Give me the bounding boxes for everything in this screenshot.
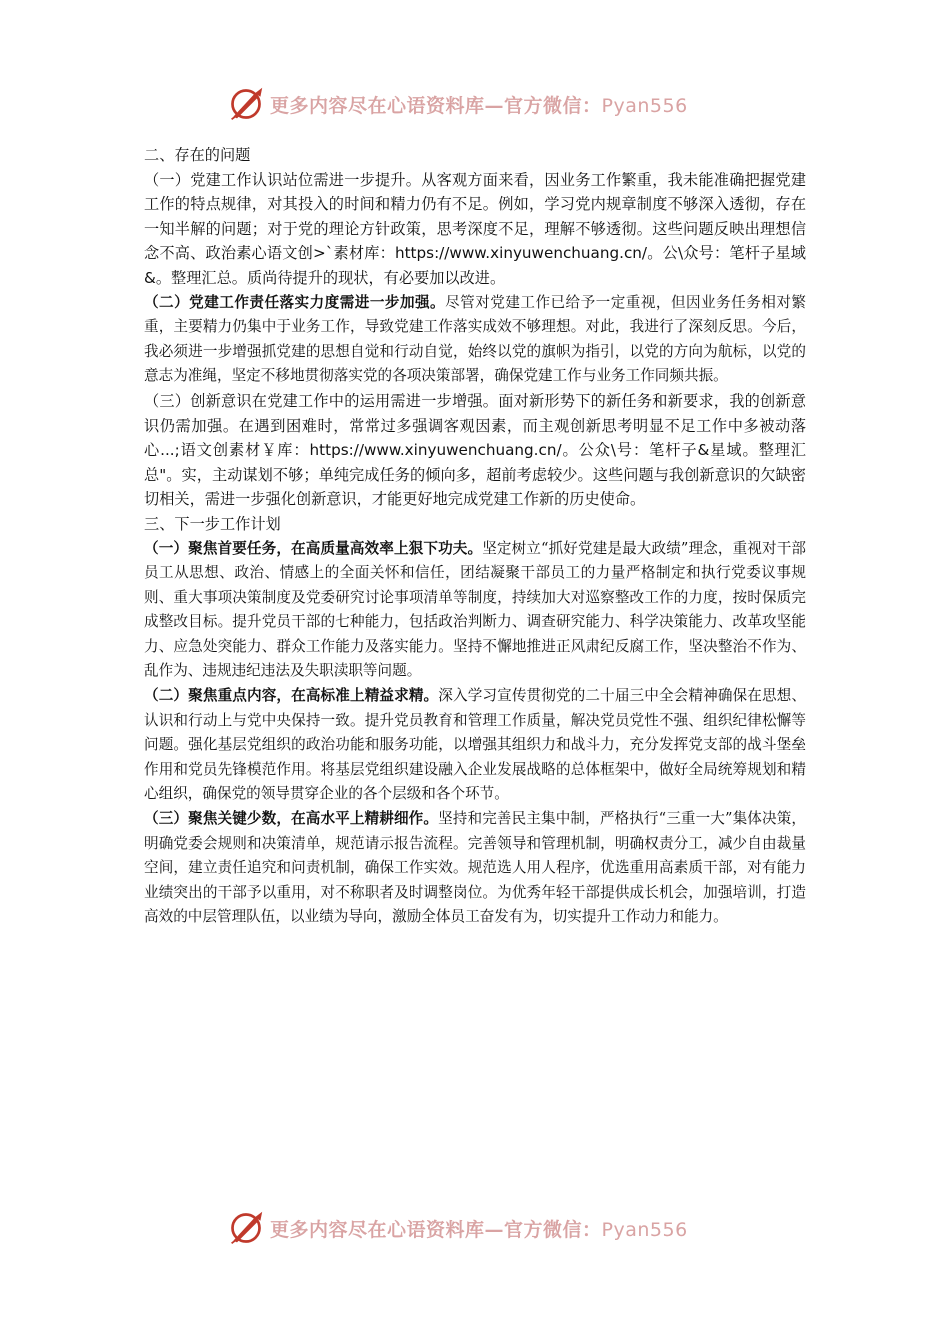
- wechat-id: Pyan556: [601, 1218, 688, 1241]
- quill-pen-logo-icon: [228, 1210, 264, 1246]
- paragraph: （二）聚焦重点内容，在高标准上精益求精。深入学习宣传贯彻党的二十届三中全会精神确保在思想、认识和行动上与党中央保持一致。提升党员教育和管理工作质量，解决党员党性不强、组织纪律松懈等问题。强化基层党组织的政治功能和服务功能，以增强其组织力和战斗力，充分发挥党支部的战斗堡垒作用和党员先锋模范作用。将基层党组织建设融入企业发展战略的总体框架中，做好全局统筹规划和精心组织，确保党的领导贯穿企业的各个层级和各个环节。: [144, 687, 806, 803]
- wechat-id: Pyan556: [601, 94, 688, 117]
- paragraph: （三）聚焦关键少数，在高水平上精耕细作。坚持和完善民主集中制，严格执行“三重一大”集体决策，明确党委会规则和决策清单，规范请示报告流程。完善领导和管理机制，明确权责分工，减少自由裁量空间，建立责任追究和问责机制，确保工作实效。规范选人用人程序，优选重用高素质干部，对有能力业绩突出的干部予以重用，对不称职者及时调整岗位。为优秀年轻干部提供成长机会，加强培训，打造高效的中层管理队伍，以业绩为导向，激励全体员工奋发有为，切实提升工作动力和能力。: [144, 810, 806, 926]
- document-body: [144, 143, 806, 930]
- paragraph: （二）党建工作责任落实力度需进一步加强。尽管对党建工作已给予一定重视，但因业务任务相对繁重，主要精力仍集中于业务工作，导致党建工作落实成效不够理想。对此，我进行了深刻反思。今后，我必须进一步增强抓党建的思想自觉和行动自觉，始终以党的旗帜为指引，以党的方向为航标，以党的意志为准绳，坚定不移地贯彻落实党的各项决策部署，确保党建工作与业务工作同频共振。: [144, 293, 806, 385]
- header-banner: [228, 86, 688, 122]
- paragraph: （一）聚焦首要任务，在高质量高效率上狠下功夫。坚定树立“抓好党建是最大政绩”理念，重视对干部员工从思想、政治、情感上的全面关怀和信任，团结凝聚干部员工的力量严格制定和执行党委议事规则、重大事项决策制度及党委研究讨论事项清单等制度，持续加大对巡察整改工作的力度，按时保质完成整改目标。提升党员干部的七种能力，包括政治判断力、调查研究能力、科学决策能力、改革攻坚能力、应急处突能力、群众工作能力及落实能力。坚持不懈地推进正风肃纪反腐工作，坚决整治不作为、乱作为、违规违纪违法及失职渎职等问题。: [144, 539, 806, 680]
- footer-banner: [228, 1210, 688, 1246]
- quill-pen-logo-icon: [228, 86, 264, 122]
- section-heading: 三、下一步工作计划: [144, 514, 281, 533]
- banner-text: 更多内容尽在心语资料库—官方微信：Pyan556: [270, 1218, 688, 1241]
- banner-text: 更多内容尽在心语资料库—官方微信：Pyan556: [270, 94, 688, 117]
- paragraph: （三）创新意识在党建工作中的运用需进一步增强。面对新形势下的新任务和新要求，我的创新意识仍需加强。在遇到困难时，常常过多强调客观因素，而主观创新思考明显不足工作中多被动落心...;语文创素材￥库：https://www.xinyuwenchuang.cn/。公众\号：笔杆子&星域。整理汇总"。实，主动谋划不够；单纯完成任务的倾向多，超前考虑较少。这些问题与我创新意识的欠缺密切相关，需进一步强化创新意识，才能更好地完成党建工作新的历史使命。: [144, 391, 806, 509]
- section-heading: 二、存在的问题: [144, 146, 251, 164]
- paragraph: （一）党建工作认识站位需进一步提升。从客观方面来看，因业务工作繁重，我未能准确把握党建工作的特点规律，对其投入的时间和精力仍有不足。例如，学习党内规章制度不够深入透彻，存在一知半解的问题；对于党的理论方针政策，思考深度不足，理解不够透彻。这些问题反映出理想信念不高、政治素心语文创>`素材库：https://www.xinyuwenchuang.cn/。公\众号：笔杆子星域&。整理汇总。质尚待提升的现状，有必要加以改进。: [144, 170, 806, 287]
